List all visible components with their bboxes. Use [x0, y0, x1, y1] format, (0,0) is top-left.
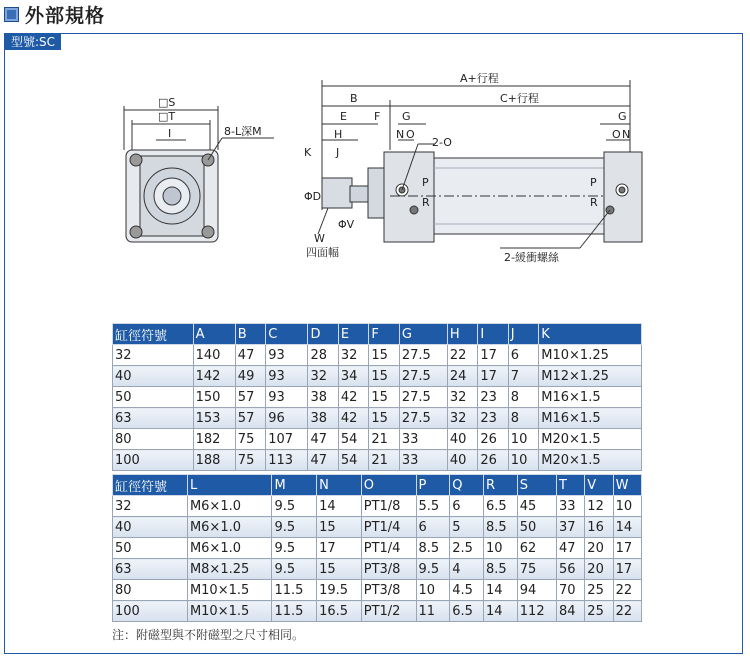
- table-header-cell: R: [484, 475, 518, 496]
- table-row: [113, 429, 642, 450]
- table-cell: 10: [508, 450, 538, 471]
- table-header-cell: I: [478, 324, 508, 345]
- table-cell: 93: [266, 387, 308, 408]
- table-header-cell: P: [416, 475, 450, 496]
- table-cell: M12×1.25: [539, 366, 642, 387]
- table-cell: 11.5: [272, 580, 317, 601]
- table-cell: 20: [585, 538, 613, 559]
- table-cell: 54: [338, 450, 368, 471]
- table-cell: 9.5: [272, 496, 317, 517]
- table-cell: 32: [113, 496, 188, 517]
- table-cell: 24: [447, 366, 477, 387]
- table-cell: 21: [369, 450, 399, 471]
- table-cell: 32: [338, 345, 368, 366]
- table-cell: 33: [556, 496, 584, 517]
- table-cell: 15: [369, 366, 399, 387]
- table-cell: 6.5: [484, 496, 518, 517]
- table-row: [113, 601, 642, 622]
- table-cell: 50: [517, 517, 556, 538]
- table-cell: M6×1.0: [187, 538, 272, 559]
- table-cell: M8×1.25: [187, 559, 272, 580]
- table-header-cell: V: [585, 475, 613, 496]
- table-header-cell: O: [361, 475, 416, 496]
- table-cell: 10: [416, 580, 450, 601]
- table-cell: 150: [193, 387, 235, 408]
- table-cell: 47: [556, 538, 584, 559]
- table-cell: 32: [113, 345, 194, 366]
- table-cell: 25: [585, 601, 613, 622]
- table-cell: 96: [266, 408, 308, 429]
- table-header-cell: M: [272, 475, 317, 496]
- table-cell: 75: [517, 559, 556, 580]
- section-title: 外部規格: [25, 4, 106, 27]
- table-cell: 62: [517, 538, 556, 559]
- table-cell: 54: [338, 429, 368, 450]
- table-cell: 63: [113, 559, 188, 580]
- table-cell: 17: [613, 538, 641, 559]
- table-cell: 32: [447, 408, 477, 429]
- table-cell: 40: [447, 450, 477, 471]
- table-cell: 15: [317, 517, 362, 538]
- dim-r-rear: R: [590, 196, 598, 209]
- dim-f: F: [374, 110, 381, 123]
- table-cell: PT1/8: [361, 496, 416, 517]
- table-cell: 47: [235, 345, 265, 366]
- table-row: [113, 408, 642, 429]
- table-row: [113, 387, 642, 408]
- table-cell: 50: [113, 387, 194, 408]
- table-cell: 75: [235, 450, 265, 471]
- table-cell: 2.5: [450, 538, 484, 559]
- table-header-cell: 缸徑符號: [113, 475, 188, 496]
- table-header-cell: W: [613, 475, 641, 496]
- dim-b: B: [350, 92, 358, 105]
- table-cell: 84: [556, 601, 584, 622]
- table-cell: 57: [235, 408, 265, 429]
- square-bullet-icon: [4, 7, 19, 22]
- table-cell: 8: [508, 387, 538, 408]
- table-cell: M6×1.0: [187, 496, 272, 517]
- dim-flat: 四面幅: [306, 246, 339, 259]
- table-cell: 14: [613, 517, 641, 538]
- table-cell: 47: [308, 429, 338, 450]
- table-cell: 4.5: [450, 580, 484, 601]
- table-row: [113, 496, 642, 517]
- table-cell: 63: [113, 408, 194, 429]
- table-cell: 28: [308, 345, 338, 366]
- dim-n-front: N: [396, 128, 405, 141]
- spec-table-2: [112, 474, 642, 622]
- table-header-cell: C: [266, 324, 308, 345]
- table-cell: 22: [447, 345, 477, 366]
- table-cell: 15: [317, 559, 362, 580]
- table-cell: 27.5: [399, 366, 447, 387]
- table-cell: 8: [508, 408, 538, 429]
- table-cell: 10: [484, 538, 518, 559]
- dim-thread: 8-L深M: [224, 125, 262, 138]
- table-cell: 25: [585, 580, 613, 601]
- table-cell: 80: [113, 580, 188, 601]
- table-cell: 140: [193, 345, 235, 366]
- table-cell: 100: [113, 601, 188, 622]
- table-cell: 14: [484, 580, 518, 601]
- table-cell: PT1/2: [361, 601, 416, 622]
- dim-two-o: 2-O: [432, 136, 452, 149]
- table-cell: M10×1.5: [187, 580, 272, 601]
- table-cell: 15: [369, 345, 399, 366]
- dim-s: □S: [158, 96, 176, 109]
- table-cell: 16: [585, 517, 613, 538]
- table-cell: 20: [585, 559, 613, 580]
- table-cell: 56: [556, 559, 584, 580]
- table-cell: 9.5: [272, 559, 317, 580]
- table-cell: M20×1.5: [539, 450, 642, 471]
- table-header-cell: F: [369, 324, 399, 345]
- table-cell: 21: [369, 429, 399, 450]
- dim-g-rear: G: [618, 110, 627, 123]
- table-cell: 34: [338, 366, 368, 387]
- table-cell: 15: [369, 408, 399, 429]
- table-cell: 93: [266, 345, 308, 366]
- table-row: [113, 538, 642, 559]
- table-cell: PT1/4: [361, 517, 416, 538]
- dim-t: □T: [158, 110, 176, 123]
- dim-p-rear: P: [590, 176, 597, 189]
- table-cell: 33: [399, 429, 447, 450]
- table-header-cell: G: [399, 324, 447, 345]
- table-cell: 26: [478, 450, 508, 471]
- table-header-cell: Q: [450, 475, 484, 496]
- dim-screw: 2-緩衝螺絲: [504, 251, 559, 264]
- table-cell: 47: [308, 450, 338, 471]
- table-cell: M10×1.5: [187, 601, 272, 622]
- table-cell: 42: [338, 408, 368, 429]
- table-cell: 182: [193, 429, 235, 450]
- table-cell: 112: [517, 601, 556, 622]
- table-row: [113, 580, 642, 601]
- table-cell: 6.5: [450, 601, 484, 622]
- table-cell: 45: [517, 496, 556, 517]
- table-cell: 9.5: [416, 559, 450, 580]
- table-cell: 8.5: [484, 517, 518, 538]
- dim-d: ΦD: [304, 190, 322, 203]
- dim-i: I: [168, 127, 172, 140]
- dim-k: K: [304, 146, 312, 159]
- table-cell: M20×1.5: [539, 429, 642, 450]
- table-cell: 10: [508, 429, 538, 450]
- table-cell: 16.5: [317, 601, 362, 622]
- dim-o-front: O: [406, 128, 415, 141]
- table-cell: 11: [416, 601, 450, 622]
- table-cell: 38: [308, 408, 338, 429]
- table-cell: 27.5: [399, 345, 447, 366]
- table-cell: 5: [450, 517, 484, 538]
- table-cell: 11.5: [272, 601, 317, 622]
- dim-j: J: [336, 146, 340, 159]
- dimension-drawing: [100, 40, 660, 280]
- dim-a: A+行程: [460, 72, 499, 85]
- dim-r-front: R: [422, 196, 430, 209]
- table-cell: 75: [235, 429, 265, 450]
- table-cell: 50: [113, 538, 188, 559]
- table-cell: 8.5: [416, 538, 450, 559]
- table-cell: 33: [399, 450, 447, 471]
- side-view: [318, 80, 642, 248]
- table-cell: 7: [508, 366, 538, 387]
- table-cell: 6: [508, 345, 538, 366]
- table-cell: 153: [193, 408, 235, 429]
- table-cell: 38: [308, 387, 338, 408]
- table-header-cell: 缸徑符號: [113, 324, 194, 345]
- table-cell: 9.5: [272, 538, 317, 559]
- table-header-cell: T: [556, 475, 584, 496]
- table-cell: 23: [478, 387, 508, 408]
- table-row: [113, 517, 642, 538]
- table-cell: 14: [317, 496, 362, 517]
- table-cell: 6: [450, 496, 484, 517]
- table-cell: 40: [113, 366, 194, 387]
- table-header-cell: S: [517, 475, 556, 496]
- table-cell: 8.5: [484, 559, 518, 580]
- table-cell: 14: [484, 601, 518, 622]
- table-cell: 42: [338, 387, 368, 408]
- table-cell: PT1/4: [361, 538, 416, 559]
- dim-n-rear: N: [622, 128, 631, 141]
- table-cell: 100: [113, 450, 194, 471]
- table-cell: 22: [613, 601, 641, 622]
- dim-c: C+行程: [500, 92, 539, 105]
- dim-p-front: P: [422, 176, 429, 189]
- table-header-cell: K: [539, 324, 642, 345]
- spec-table-1: [112, 323, 642, 471]
- table-cell: 40: [113, 517, 188, 538]
- table-header-cell: B: [235, 324, 265, 345]
- table-row: [113, 366, 642, 387]
- table-cell: M16×1.5: [539, 408, 642, 429]
- table-cell: 5.5: [416, 496, 450, 517]
- dim-e: E: [340, 110, 347, 123]
- table-header-cell: N: [317, 475, 362, 496]
- table-cell: 80: [113, 429, 194, 450]
- section-header: [4, 2, 105, 26]
- dim-o-rear: O: [612, 128, 621, 141]
- table-header-cell: J: [508, 324, 538, 345]
- table-cell: M16×1.5: [539, 387, 642, 408]
- table-cell: 22: [613, 580, 641, 601]
- table-cell: 12: [585, 496, 613, 517]
- table-header-cell: A: [193, 324, 235, 345]
- table-cell: 10: [613, 496, 641, 517]
- table-row: [113, 559, 642, 580]
- table-header-cell: E: [338, 324, 368, 345]
- table-cell: 19.5: [317, 580, 362, 601]
- footnote: 注：附磁型與不附磁型之尺寸相同。: [112, 628, 305, 642]
- table-cell: 40: [447, 429, 477, 450]
- table-cell: PT3/8: [361, 559, 416, 580]
- table-cell: 37: [556, 517, 584, 538]
- table-cell: 17: [317, 538, 362, 559]
- table-header-cell: D: [308, 324, 338, 345]
- table-cell: 4: [450, 559, 484, 580]
- table-cell: 107: [266, 429, 308, 450]
- table-cell: 113: [266, 450, 308, 471]
- table-cell: PT3/8: [361, 580, 416, 601]
- table-cell: 27.5: [399, 387, 447, 408]
- table-cell: 27.5: [399, 408, 447, 429]
- table-cell: 142: [193, 366, 235, 387]
- table-cell: 15: [369, 387, 399, 408]
- table-cell: M10×1.25: [539, 345, 642, 366]
- table-cell: 49: [235, 366, 265, 387]
- table-cell: 57: [235, 387, 265, 408]
- dim-g-front: G: [402, 110, 411, 123]
- dim-w: W: [314, 232, 325, 245]
- table-cell: 17: [478, 366, 508, 387]
- table-cell: 188: [193, 450, 235, 471]
- table-cell: 26: [478, 429, 508, 450]
- table-cell: 93: [266, 366, 308, 387]
- table-cell: 17: [478, 345, 508, 366]
- dim-h: H: [334, 128, 343, 141]
- table-cell: 9.5: [272, 517, 317, 538]
- table-cell: 32: [308, 366, 338, 387]
- table-row: [113, 450, 642, 471]
- table-cell: M6×1.0: [187, 517, 272, 538]
- table-header-cell: H: [447, 324, 477, 345]
- table-row: [113, 345, 642, 366]
- model-tag: 型號:SC: [5, 34, 61, 50]
- table-cell: 6: [416, 517, 450, 538]
- table-cell: 70: [556, 580, 584, 601]
- table-cell: 94: [517, 580, 556, 601]
- dim-v: ΦV: [338, 218, 355, 231]
- table-cell: 32: [447, 387, 477, 408]
- table-cell: 23: [478, 408, 508, 429]
- table-cell: 17: [613, 559, 641, 580]
- table-header-cell: L: [187, 475, 272, 496]
